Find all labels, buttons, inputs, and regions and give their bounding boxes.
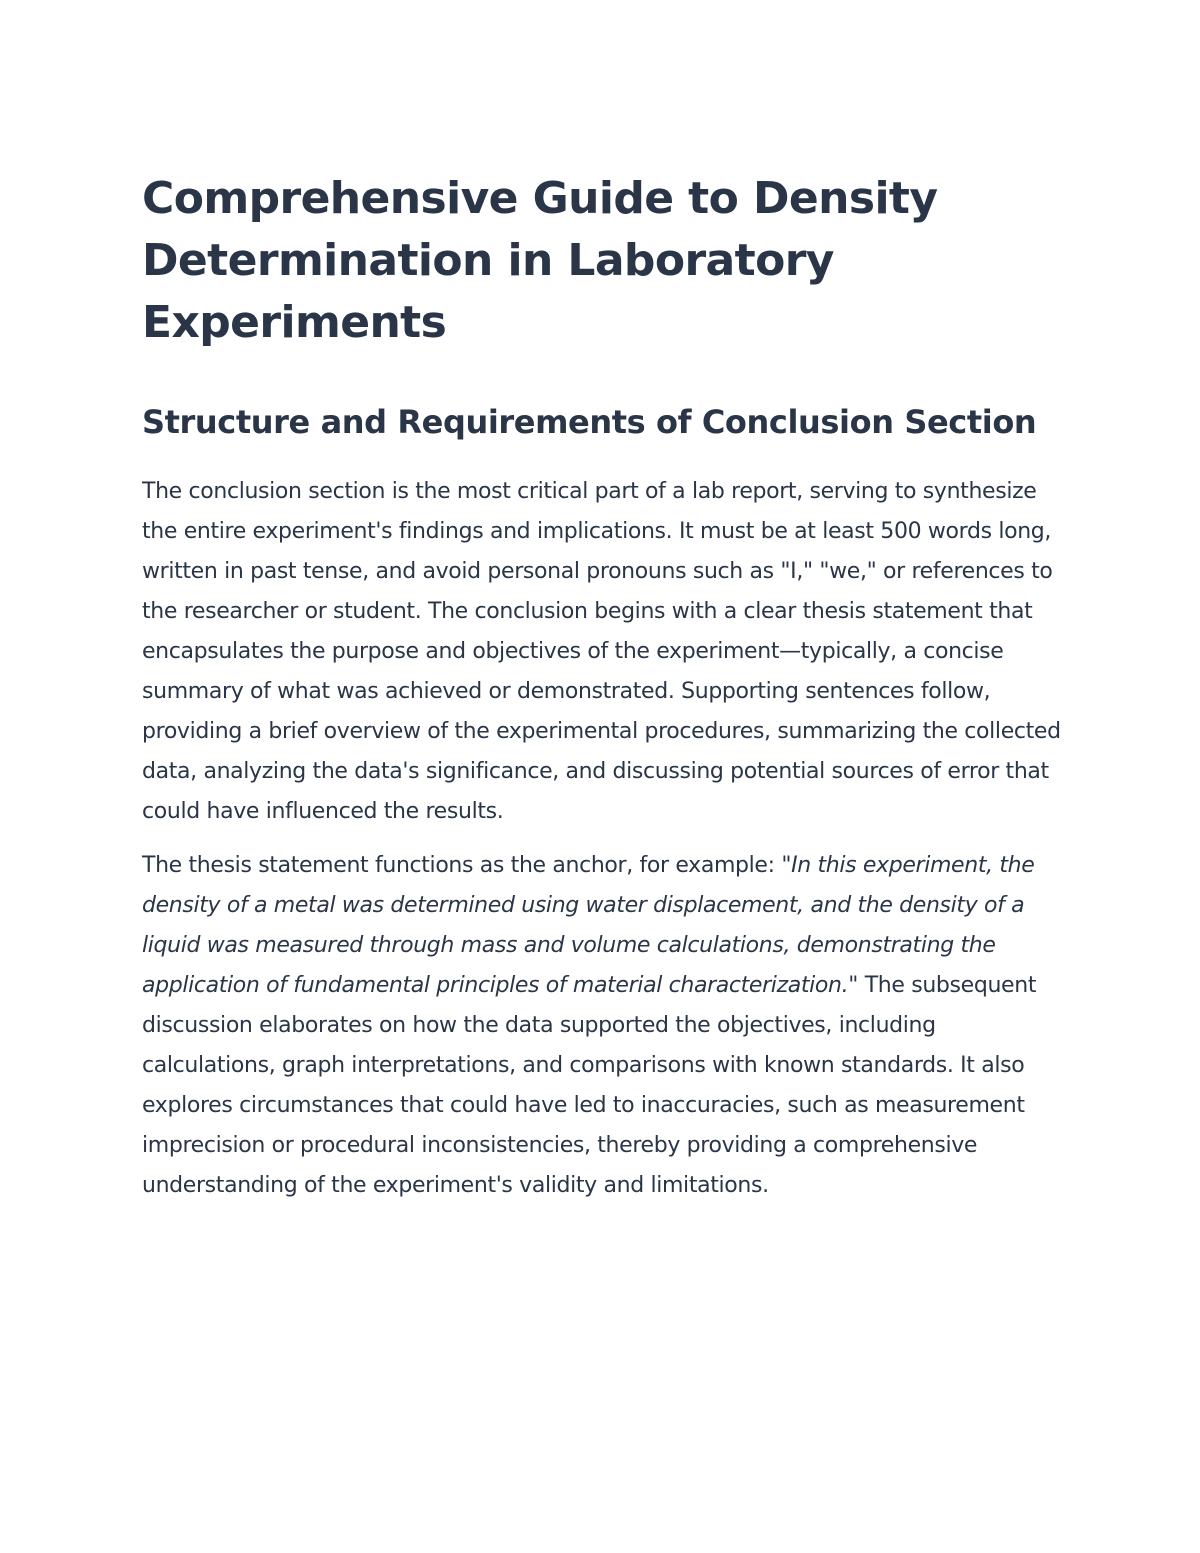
paragraph-rest-text: The subsequent discussion elaborates on how the data supported the objectives, including calculations, graph interpretations, and comparisons with known standards. It also explores circumstances that could have led to inaccuracies, such as measurement imprecision or procedural inconsistencies, thereby providing a comprehensive understanding of the experiment's validity and limitations. xyxy=(142,973,1037,1198)
section-heading: Structure and Requirements of Conclusion Section xyxy=(142,403,1037,441)
document-title: Comprehensive Guide to Density Determination in Laboratory Experiments xyxy=(142,173,938,348)
thesis-example-quote: "In this experiment, the density of a metal was determined using water displacement, and the density of a liquid was measured through mass and volume calculations, demonstrating the application of fundamental principles of material characterization." xyxy=(142,853,1035,998)
paragraph-lead-text: The thesis statement functions as the anchor, for example: xyxy=(142,853,782,878)
document-page xyxy=(142,168,1062,1220)
paragraph-conclusion-overview: The conclusion section is the most critical part of a lab report, serving to synthesize the entire experiment's findings and implications. It must be at least 500 words long, written in past tense, and avoid personal pronouns such as "I," "we," or references to the researcher or student. The conclusion begins with a clear thesis statement that encapsulates the purpose and objectives of the experiment—typically, a concise summary of what was achieved or demonstrated. Supporting sentences follow, providing a brief overview of the experimental procedures, summarizing the collected data, analyzing the data's significance, and discussing potential sources of error that could have influenced the results. xyxy=(142,479,1061,824)
paragraph-thesis-statement xyxy=(142,846,1062,1206)
